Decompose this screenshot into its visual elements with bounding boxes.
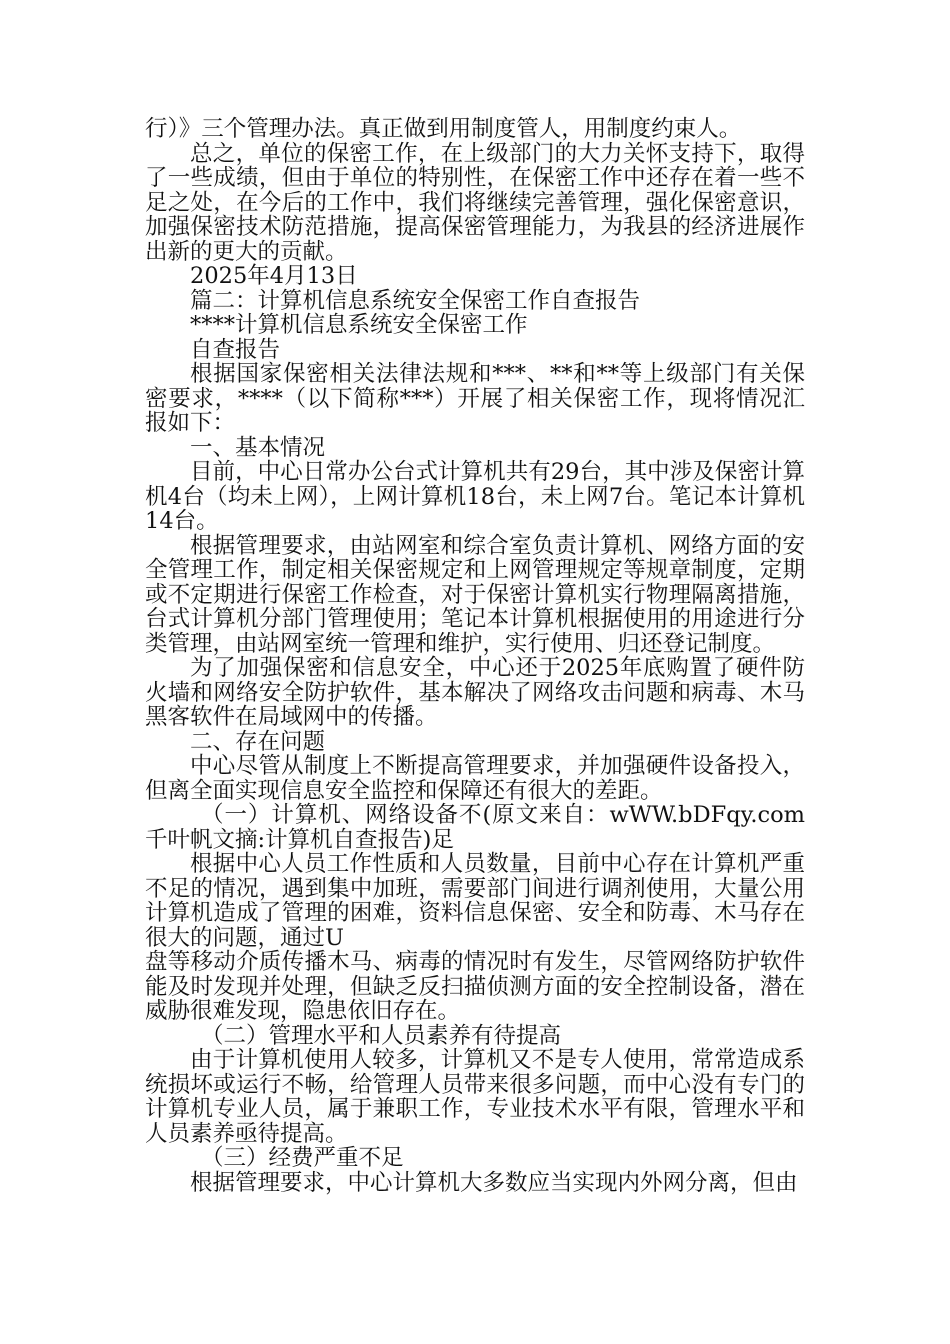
section-title: 篇二：计算机信息系统安全保密工作自查报告 <box>190 287 641 314</box>
subheading-management-level: （二）管理水平和人员素养有待提高 <box>201 1022 562 1049</box>
paragraph-shortage: 根据中心人员工作性质和人员数量，目前中心存在计算机严重不足的情况，遇到集中加班，需要部门间进行调剂使用，大量公用计算机造成了管理的困难，资料信息保密、安全和防毒、木马存在很大的问题，通过U <box>145 851 805 951</box>
report-title-line2: 自查报告 <box>190 336 281 363</box>
date-line: 2025年4月13日 <box>190 263 358 289</box>
paragraph-management: 根据管理要求，由站网室和综合室负责计算机、网络方面的安全管理工作，制定相关保密规定和上网管理规定等规章制度，定期或不定期进行保密工作检查，对于保密计算机实行物理隔离措施，台式计算机分部门管理使用；笔记本计算机根据使用的用途进行分类管理，由站网室统一管理和维护，实行使用、归还登记制度。 <box>145 532 805 657</box>
paragraph-staff: 由于计算机使用人较多，计算机又不是专人使用，常常造成系统损坏或运行不畅，给管理人员带来很多问题，而中心没有专门的计算机专业人员，属于兼职工作，专业技术水平有限，管理水平和人员素养亟待提高。 <box>145 1047 805 1147</box>
heading-problems: 二、存在问题 <box>190 728 326 755</box>
paragraph-firewall: 为了加强保密和信息安全，中心还于2025年底购置了硬件防火墙和网络安全防护软件，基本解决了网络攻击问题和病毒、木马黑客软件在局域网中的传播。 <box>145 655 805 730</box>
paragraph-computer-count: 目前，中心日常办公台式计算机共有29台，其中涉及保密计算机4台（均未上网），上网计算机18台，未上网7台。笔记本计算机14台。 <box>145 459 805 534</box>
heading-basic-situation: 一、基本情况 <box>190 434 326 461</box>
subheading-funding: （三）经费严重不足 <box>201 1145 404 1171</box>
report-title-line1: ****计算机信息系统安全保密工作 <box>190 312 528 338</box>
paragraph-gap: 中心尽管从制度上不断提高管理要求，并加强硬件设备投入，但离全面实现信息安全监控和保障还有很大的差距。 <box>145 753 805 804</box>
document-page <box>145 117 805 1195</box>
paragraph-continuation: 行）》三个管理办法。真正做到用制度管人，用制度约束人。 <box>145 116 742 142</box>
paragraph-network-separation: 根据管理要求，中心计算机大多数应当实现内外网分离，但由 <box>190 1169 798 1196</box>
paragraph-intro: 根据国家保密相关法律法规和***、**和**等上级部门有关保密要求，****（以下简称***）开展了相关保密工作，现将情况汇报如下： <box>145 361 805 436</box>
subheading-equipment: （一）计算机、网络设备不(原文来自：wWW.bDFqy.com 千叶帆文摘:计算机自查报告)足 <box>145 802 805 853</box>
paragraph-usb-risk: 盘等移动介质传播木马、病毒的情况时有发生，尽管网络防护软件能及时发现并处理，但缺乏反扫描侦测方面的安全控制设备，潜在威胁很难发现，隐患依旧存在。 <box>145 949 805 1024</box>
paragraph-summary: 总之，单位的保密工作，在上级部门的大力关怀支持下，取得了一些成绩，但由于单位的特别性，在保密工作中还存在着一些不足之处，在今后的工作中，我们将继续完善管理，强化保密意识，加强保密技术防范措施，提高保密管理能力，为我县的经济进展作出新的更大的贡献。 <box>145 140 805 265</box>
